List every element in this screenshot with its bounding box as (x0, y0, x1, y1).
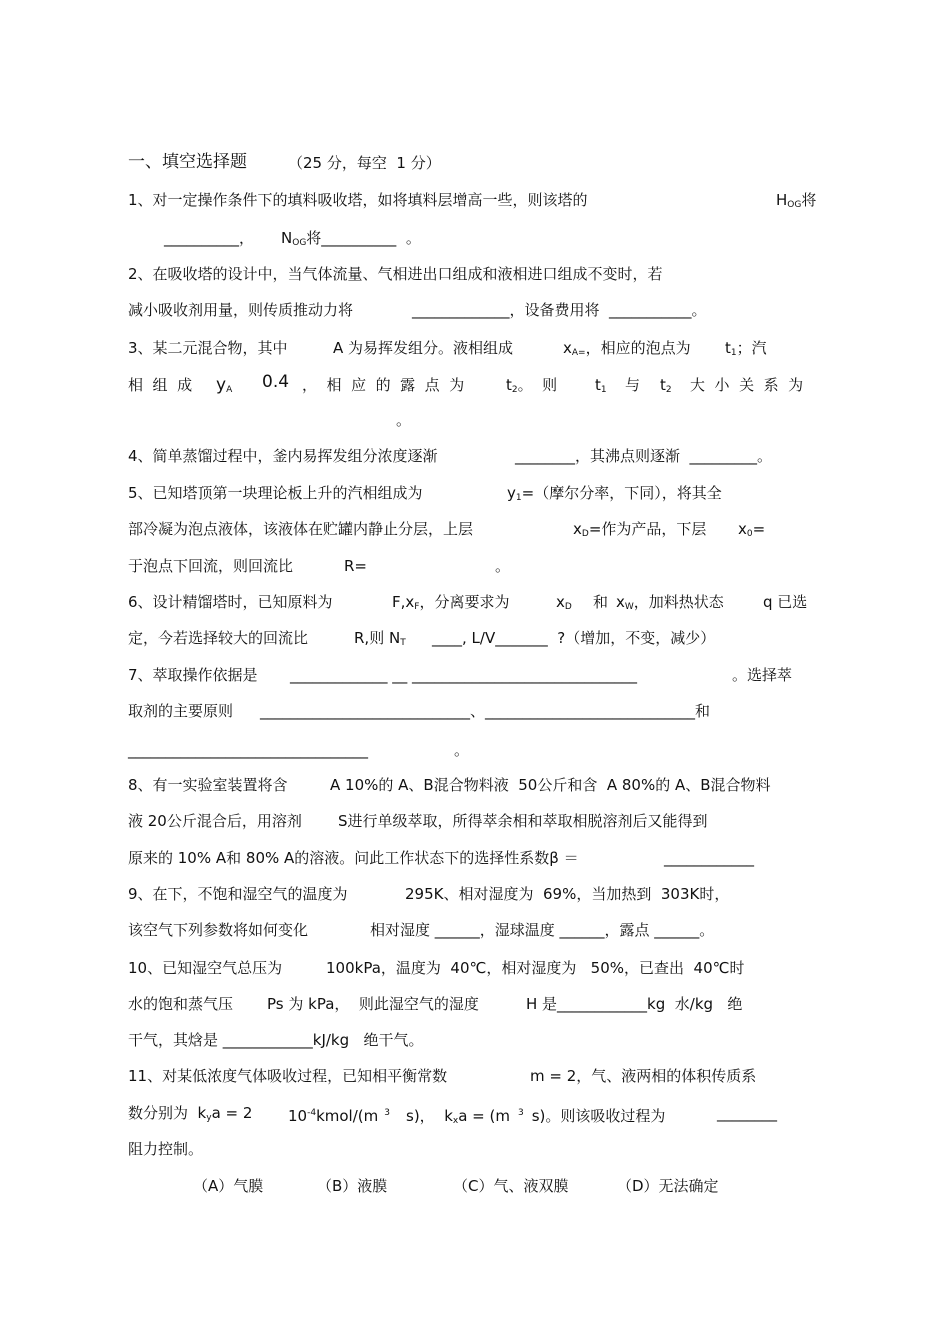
q6-line1: 6、设计精馏塔时，已知原料为 (128, 593, 333, 611)
q10-line1a: 10、已知湿空气总压为 (128, 959, 283, 977)
q11-blank: ________ (717, 1104, 777, 1122)
q10-line2c: H 是____________kg 水/kg 绝 (526, 995, 743, 1013)
q5-y1: y1=（摩尔分率，下同），将其全 (507, 484, 722, 503)
option-a: （A）气膜 (193, 1177, 264, 1195)
q5-x0: x0= (738, 520, 766, 539)
q1-blank-1: __________， (164, 229, 255, 247)
q6-line2: 定，今若选择较大的回流比 (128, 629, 309, 647)
q10-line2a: 水的饱和蒸气压 (128, 995, 234, 1013)
q7-blanks-2: ____________________________、____________________________和 (260, 702, 711, 720)
q2-line1: 2、在吸收塔的设计中，当气体流量、气相进出口组成和液相进口组成不变时，若 (128, 265, 663, 283)
q8-blank: ____________ (664, 849, 754, 867)
q6-nt: R,则 NT (354, 629, 406, 648)
q8-line3: 原来的 10% A和 80% A的溶液。问此工作状态下的选择性系数β ＝ (128, 849, 579, 867)
q1-nog: NOG将__________ 。 (281, 229, 421, 248)
q8-line2b: S进行单级萃取，所得萃余相和萃取相脱溶剂后又能得到 (338, 812, 708, 830)
q8-line2a: 液 20公斤混合后，用溶剂 (128, 812, 302, 830)
q11-ky-unit: $10^{-4}kmol/(m$ $^3$ (288, 1107, 390, 1125)
q11-line2a: 数分别为 kya = 2 (128, 1104, 253, 1123)
q5-line2: 部冷凝为泡点液体，该液体在贮罐内静止分层，上层 (128, 520, 474, 538)
q4-blanks: ________，其沸点则逐渐 _________。 (515, 447, 773, 465)
q7-blank-1: _____________ __ ______________________________ (290, 666, 638, 684)
q4-line1: 4、简单蒸馏过程中，釜内易挥发组分浓度逐渐 (128, 447, 438, 465)
q3-line1a: 3、某二元混合物，其中 (128, 339, 288, 357)
q6-blanks: ____, L/V_______ ?（增加，不变，减少） (432, 629, 716, 647)
q7-line1: 7、萃取操作依据是 (128, 666, 258, 684)
q5-line3: 于泡点下回流，则回流比 (128, 557, 294, 575)
q3-t2: t2。 则 (506, 376, 558, 395)
q8-line1b: A 10%的 A、B混合物料液 50公斤和含 A 80%的 A、B混合物料 (330, 776, 771, 794)
option-c: （C）气、液双膜 (453, 1177, 569, 1195)
q6-xw: xW，加料热状态 (616, 593, 724, 612)
q2-line2: 减小吸收剂用量，则传质推动力将 (128, 301, 354, 319)
q5-r: R= (344, 557, 367, 575)
q9-line1b: 295K、相对湿度为 69%，当加热到 303K时， (405, 885, 730, 903)
q6-fx: F,xF，分离要求为 (392, 593, 510, 612)
q11-line1a: 11、对某低浓度气体吸收过程，已知相平衡常数 (128, 1067, 448, 1085)
q10-line1b: 100kPa，温度为 40℃，相对湿度为 50%，已查出 40℃时 (326, 959, 745, 977)
q3-end: 。 (396, 411, 412, 429)
option-d: （D）无法确定 (617, 1177, 719, 1195)
section-heading-note: （25 分，每空 1 分） (288, 154, 441, 172)
q3-line1b: A 为易挥发组分。液相组成 (333, 339, 514, 357)
q5-xd: xD=作为产品，下层 (573, 520, 707, 539)
q3-t2b: t2 (660, 376, 672, 395)
q11-line3: 阻力控制。 (128, 1140, 204, 1158)
q11-line1b: m = 2，气、液两相的体积传质系 (530, 1067, 757, 1085)
section-heading: 一、填空选择题 (128, 152, 247, 172)
q5-end: 。 (495, 557, 511, 575)
q3-yu: 与 (625, 376, 641, 394)
q6-q: q 已选 (763, 593, 808, 611)
q8-line1a: 8、有一实验室装置将含 (128, 776, 288, 794)
q3-t1: t1；汽 (725, 339, 767, 358)
q3-line2b: ， 相 应 的 露 点 为 (302, 376, 465, 394)
q10-line2b: Ps 为 kPa， 则此湿空气的湿度 (267, 995, 479, 1013)
q7-end: 。 (454, 741, 470, 759)
q3-line2c: 大 小 关 系 为 (690, 376, 804, 394)
q7-blank-3: ________________________________ (128, 741, 368, 759)
q3-line2a: 相 组 成 (128, 376, 193, 394)
q10-line3: 干气，其焓是 ____________kJ/kg 绝干气。 (128, 1031, 424, 1049)
q9-line1a: 9、在下，不饱和湿空气的温度为 (128, 885, 348, 903)
q5-line1: 5、已知塔顶第一块理论板上升的汽相组成为 (128, 484, 423, 502)
q1-line1: 1、对一定操作条件下的填料吸收塔，如将填料层增高一些，则该塔的 (128, 191, 588, 209)
q7-line2: 取剂的主要原则 (128, 702, 234, 720)
q7-line1-end: 。选择萃 (732, 666, 793, 684)
q3-t1b: t1 (595, 376, 607, 395)
q2-blanks: _____________，设备费用将 ___________。 (412, 301, 707, 319)
q6-xd: xD (556, 593, 572, 612)
q3-ya: yA (216, 375, 233, 395)
q11-kx: s)， kxa = (m $^3$ s)。则该吸收过程为 (406, 1107, 666, 1126)
option-b: （B）液膜 (317, 1177, 388, 1195)
q1-hog: HOG将 (776, 191, 817, 210)
q9-line2a: 该空气下列参数将如何变化 (128, 921, 309, 939)
q3-value: 0.4 (262, 372, 290, 392)
q3-xa: xA=，相应的泡点为 (563, 339, 691, 358)
q9-line2b: 相对湿度 ______，湿球温度 ______，露点 ______。 (370, 921, 715, 939)
q6-he: 和 (593, 593, 609, 611)
